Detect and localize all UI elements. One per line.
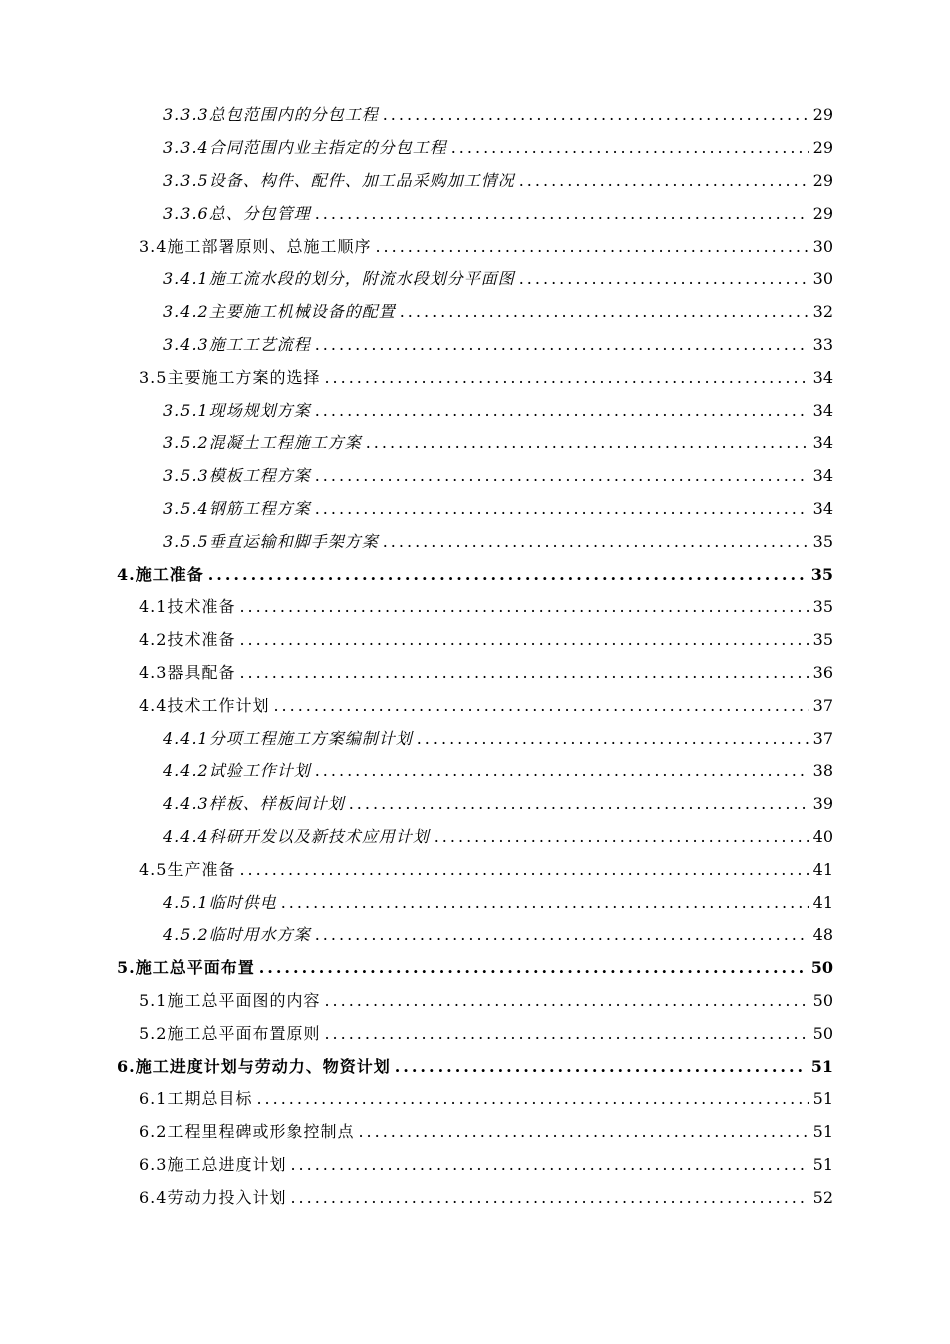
toc-entry-title: 4.4.2试验工作计划 <box>163 761 311 781</box>
toc-entry[interactable] <box>0 165 950 198</box>
toc-entry[interactable] <box>0 886 950 919</box>
toc-entry-title: 5.施工总平面布置 <box>117 958 255 978</box>
toc-entry-page-number: 50 <box>812 990 833 1010</box>
toc-entry-page-number: 39 <box>812 794 833 814</box>
toc-dot-leader <box>315 925 809 945</box>
toc-entry[interactable] <box>0 394 950 427</box>
toc-entry-title: 4.1技术准备 <box>139 597 236 617</box>
toc-dot-leader <box>290 1188 808 1208</box>
toc-entry-page-number: 52 <box>812 1187 833 1207</box>
toc-entry-title: 3.5.3模板工程方案 <box>163 466 311 486</box>
toc-entry[interactable] <box>0 821 950 854</box>
toc-entry-page-number: 29 <box>812 203 833 223</box>
toc-entry[interactable] <box>0 755 950 788</box>
toc-entry-title: 3.3.6总、分包管理 <box>163 203 311 223</box>
toc-dot-leader <box>349 794 809 814</box>
toc-entry-title: 4.2技术准备 <box>139 630 236 650</box>
toc-dot-leader <box>315 499 809 519</box>
toc-entry-title: 3.5主要施工方案的选择 <box>139 367 321 387</box>
toc-entry-title: 5.2施工总平面布置原则 <box>139 1023 321 1043</box>
toc-dot-leader <box>315 761 809 781</box>
toc-entry-page-number: 29 <box>812 105 833 125</box>
toc-entry-page-number: 32 <box>812 302 833 322</box>
toc-entry[interactable] <box>0 493 950 526</box>
toc-entry-title: 4.5生产准备 <box>139 859 236 879</box>
toc-dot-leader <box>273 696 808 716</box>
toc-dot-leader <box>315 466 809 486</box>
toc-entry-page-number: 51 <box>812 1089 833 1109</box>
toc-dot-leader <box>383 105 809 125</box>
toc-entry-page-number: 41 <box>812 892 833 912</box>
toc-entry-page-number: 50 <box>810 958 833 978</box>
toc-entry-title: 4.5.1临时供电 <box>163 892 277 912</box>
toc-dot-leader <box>290 1155 808 1175</box>
toc-entry-title: 3.5.2混凝土工程施工方案 <box>163 433 362 453</box>
toc-entry[interactable] <box>0 722 950 755</box>
toc-entry-page-number: 35 <box>812 630 833 650</box>
toc-entry-title: 6.施工进度计划与劳动力、物资计划 <box>117 1056 391 1076</box>
toc-entry[interactable] <box>0 919 950 952</box>
toc-entry-page-number: 40 <box>812 826 833 846</box>
toc-entry-page-number: 30 <box>812 269 833 289</box>
toc-entry-page-number: 51 <box>812 1154 833 1174</box>
toc-entry-title: 6.3施工总进度计划 <box>139 1154 287 1174</box>
toc-dot-leader <box>324 368 808 388</box>
toc-dot-leader <box>239 630 808 650</box>
toc-dot-leader <box>259 958 807 978</box>
toc-entry[interactable] <box>0 296 950 329</box>
toc-entry-title: 3.4.1施工流水段的划分，附流水段划分平面图 <box>163 269 515 289</box>
toc-entry[interactable] <box>0 1083 950 1116</box>
toc-dot-leader <box>434 827 809 847</box>
toc-entry-title: 3.3.4合同范围内业主指定的分包工程 <box>163 138 447 158</box>
toc-dot-leader <box>256 1089 808 1109</box>
toc-entry-page-number: 38 <box>812 761 833 781</box>
toc-entry[interactable] <box>0 657 950 690</box>
toc-entry[interactable] <box>0 99 950 132</box>
toc-dot-leader <box>358 1122 808 1142</box>
toc-entry-page-number: 35 <box>810 564 833 584</box>
toc-dot-leader <box>315 204 809 224</box>
toc-dot-leader <box>315 401 809 421</box>
toc-dot-leader <box>324 991 808 1011</box>
toc-entry-title: 3.4施工部署原则、总施工顺序 <box>139 236 372 256</box>
toc-entry-title: 3.5.4钢筋工程方案 <box>163 498 311 518</box>
toc-dot-leader <box>383 532 809 552</box>
toc-entry[interactable] <box>0 197 950 230</box>
toc-entry-page-number: 50 <box>812 1023 833 1043</box>
toc-entry-title: 4.4技术工作计划 <box>139 695 270 715</box>
toc-entry[interactable] <box>0 460 950 493</box>
toc-entry-title: 3.5.1现场规划方案 <box>163 400 311 420</box>
toc-entry-page-number: 41 <box>812 859 833 879</box>
toc-dot-leader <box>417 729 809 749</box>
toc-entry-title: 6.2工程里程碑或形象控制点 <box>139 1122 355 1142</box>
toc-entry-page-number: 29 <box>812 138 833 158</box>
toc-entry-page-number: 48 <box>812 925 833 945</box>
toc-entry-title: 4.施工准备 <box>117 564 204 584</box>
toc-dot-leader <box>239 597 808 617</box>
toc-entry-title: 4.4.3样板、样板间计划 <box>163 794 345 814</box>
toc-entry-page-number: 30 <box>812 236 833 256</box>
toc-entry[interactable] <box>0 952 950 985</box>
toc-entry-title: 6.4劳动力投入计划 <box>139 1187 287 1207</box>
toc-dot-leader <box>519 171 809 191</box>
toc-entry-page-number: 34 <box>812 433 833 453</box>
toc-dot-leader <box>375 237 808 257</box>
toc-entry[interactable] <box>0 591 950 624</box>
toc-entry[interactable] <box>0 230 950 263</box>
toc-entry-title: 6.1工期总目标 <box>139 1089 253 1109</box>
toc-entry-title: 3.5.5垂直运输和脚手架方案 <box>163 531 379 551</box>
toc-entry-page-number: 37 <box>812 728 833 748</box>
toc-dot-leader <box>451 138 809 158</box>
toc-entry[interactable] <box>0 329 950 362</box>
toc-entry-page-number: 33 <box>812 334 833 354</box>
toc-entry-title: 5.1施工总平面图的内容 <box>139 990 321 1010</box>
toc-entry-page-number: 34 <box>812 367 833 387</box>
toc-entry[interactable] <box>0 985 950 1018</box>
toc-entry-page-number: 35 <box>812 597 833 617</box>
toc-entry-page-number: 35 <box>812 531 833 551</box>
toc-dot-leader <box>519 269 809 289</box>
toc-entry[interactable] <box>0 1149 950 1182</box>
toc-entry-title: 3.4.2主要施工机械设备的配置 <box>163 302 396 322</box>
toc-entry-page-number: 34 <box>812 498 833 518</box>
toc-dot-leader <box>208 565 807 585</box>
toc-entry-page-number: 51 <box>810 1056 833 1076</box>
toc-entry[interactable] <box>0 1050 950 1083</box>
toc-entry-page-number: 37 <box>812 695 833 715</box>
toc-dot-leader <box>400 302 809 322</box>
toc-entry[interactable] <box>0 788 950 821</box>
toc-entry-title: 4.4.4科研开发以及新技术应用计划 <box>163 826 430 846</box>
toc-entry[interactable] <box>0 853 950 886</box>
toc-entry-title: 3.3.5设备、构件、配件、加工品采购加工情况 <box>163 170 515 190</box>
toc-entry[interactable] <box>0 525 950 558</box>
toc-entry[interactable] <box>0 1116 950 1149</box>
toc-dot-leader <box>239 663 808 683</box>
toc-entry[interactable] <box>0 361 950 394</box>
toc-dot-leader <box>395 1057 807 1077</box>
toc-entry[interactable] <box>0 624 950 657</box>
table-of-contents <box>0 99 950 1214</box>
toc-dot-leader <box>366 433 809 453</box>
toc-entry[interactable] <box>0 558 950 591</box>
toc-entry-title: 3.3.3总包范围内的分包工程 <box>163 105 379 125</box>
toc-entry-page-number: 34 <box>812 466 833 486</box>
toc-entry-title: 4.5.2临时用水方案 <box>163 925 311 945</box>
toc-entry-title: 4.3器具配备 <box>139 662 236 682</box>
toc-dot-leader <box>281 893 809 913</box>
toc-entry-page-number: 29 <box>812 170 833 190</box>
toc-dot-leader <box>324 1024 808 1044</box>
toc-entry[interactable] <box>0 1181 950 1214</box>
toc-entry[interactable] <box>0 132 950 165</box>
toc-entry[interactable] <box>0 1017 950 1050</box>
toc-entry[interactable] <box>0 427 950 460</box>
toc-entry-page-number: 34 <box>812 400 833 420</box>
toc-entry-page-number: 51 <box>812 1122 833 1142</box>
toc-entry-title: 3.4.3施工工艺流程 <box>163 334 311 354</box>
toc-entry[interactable] <box>0 263 950 296</box>
toc-dot-leader <box>239 860 808 880</box>
toc-dot-leader <box>315 335 809 355</box>
toc-entry[interactable] <box>0 689 950 722</box>
toc-entry-title: 4.4.1分项工程施工方案编制计划 <box>163 728 413 748</box>
toc-entry-page-number: 36 <box>812 662 833 682</box>
